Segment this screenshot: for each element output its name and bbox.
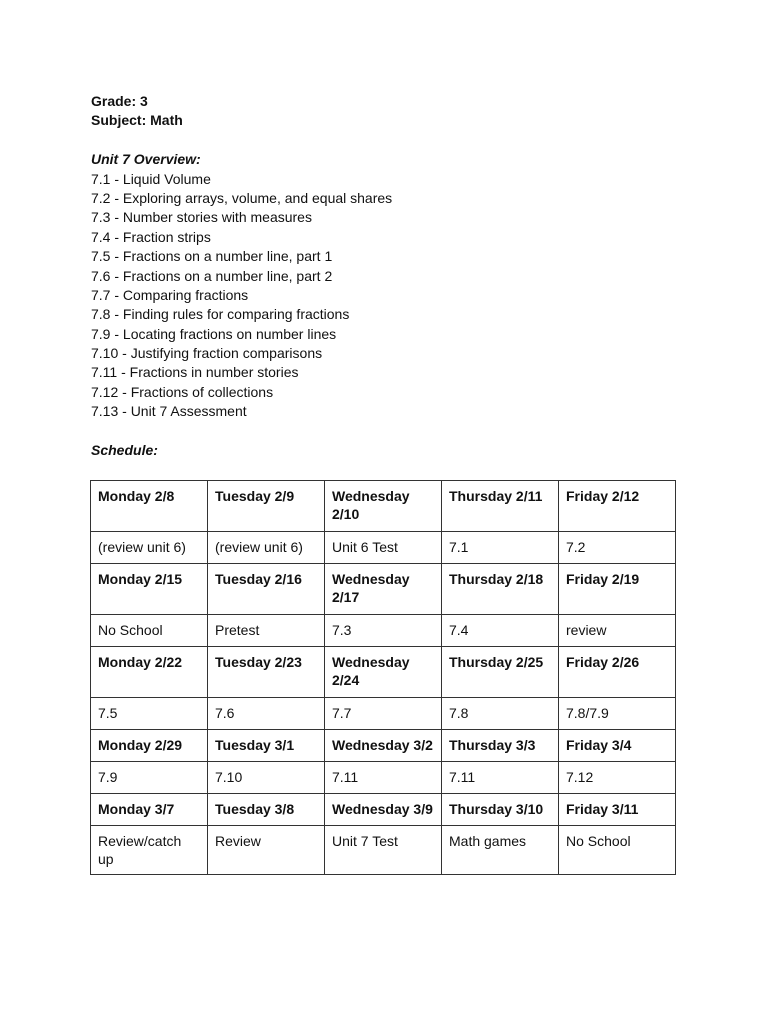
- day-cell: Tuesday 2/23: [208, 647, 325, 698]
- day-cell: Friday 2/12: [559, 481, 676, 532]
- schedule-activity-row: [91, 532, 676, 564]
- overview-item: 7.7 - Comparing fractions: [91, 286, 249, 303]
- overview-item: 7.12 - Fractions of collections: [91, 383, 274, 400]
- day-cell: Wednesday 3/9: [325, 794, 442, 826]
- grade-label: Grade: 3: [91, 93, 148, 109]
- overview-item: 7.8 - Finding rules for comparing fractions: [91, 306, 350, 323]
- spacer: [91, 131, 691, 150]
- overview-item: 7.6 - Fractions on a number line, part 2: [91, 267, 333, 284]
- schedule-activity-row: [91, 826, 676, 875]
- document-body: [91, 92, 691, 460]
- day-cell: Monday 2/8: [91, 481, 208, 532]
- activity-cell: 7.9: [91, 762, 208, 794]
- activity-cell: Unit 7 Test: [325, 826, 442, 875]
- schedule-day-row: [91, 481, 676, 532]
- activity-cell: Unit 6 Test: [325, 532, 442, 564]
- activity-cell: 7.8/7.9: [559, 698, 676, 730]
- schedule-activity-row: [91, 698, 676, 730]
- activity-cell: 7.5: [91, 698, 208, 730]
- day-cell: Tuesday 3/8: [208, 794, 325, 826]
- day-cell: Friday 3/11: [559, 794, 676, 826]
- activity-cell: Review/catch up: [91, 826, 208, 875]
- activity-cell: 7.11: [325, 762, 442, 794]
- day-cell: Tuesday 3/1: [208, 730, 325, 762]
- activity-cell: 7.12: [559, 762, 676, 794]
- activity-cell: 7.3: [325, 615, 442, 647]
- overview-item: 7.5 - Fractions on a number line, part 1: [91, 248, 333, 265]
- overview-item: 7.3 - Number stories with measures: [91, 209, 312, 226]
- day-cell: Tuesday 2/16: [208, 564, 325, 615]
- day-cell: Monday 2/29: [91, 730, 208, 762]
- activity-cell: 7.7: [325, 698, 442, 730]
- overview-list: [91, 170, 691, 422]
- schedule-day-row: [91, 564, 676, 615]
- day-cell: Thursday 3/3: [442, 730, 559, 762]
- activity-cell: No School: [559, 826, 676, 875]
- day-cell: Friday 2/26: [559, 647, 676, 698]
- day-cell: Thursday 3/10: [442, 794, 559, 826]
- activity-cell: review: [559, 615, 676, 647]
- day-cell: Monday 3/7: [91, 794, 208, 826]
- activity-cell: (review unit 6): [91, 532, 208, 564]
- spacer: [91, 422, 691, 441]
- activity-cell: 7.6: [208, 698, 325, 730]
- activity-cell: No School: [91, 615, 208, 647]
- day-cell: Wednesday 2/17: [325, 564, 442, 615]
- day-cell: Wednesday 2/24: [325, 647, 442, 698]
- schedule-day-row: [91, 647, 676, 698]
- day-cell: Wednesday 3/2: [325, 730, 442, 762]
- schedule-day-row: [91, 794, 676, 826]
- day-cell: Monday 2/15: [91, 564, 208, 615]
- day-cell: Wednesday 2/10: [325, 481, 442, 532]
- overview-item: 7.1 - Liquid Volume: [91, 170, 211, 187]
- day-cell: Monday 2/22: [91, 647, 208, 698]
- overview-item: 7.11 - Fractions in number stories: [91, 364, 299, 381]
- overview-item: 7.4 - Fraction strips: [91, 228, 211, 245]
- schedule-activity-row: [91, 762, 676, 794]
- overview-item: 7.9 - Locating fractions on number lines: [91, 325, 337, 342]
- day-cell: Thursday 2/25: [442, 647, 559, 698]
- day-cell: Friday 3/4: [559, 730, 676, 762]
- day-cell: Thursday 2/11: [442, 481, 559, 532]
- activity-cell: 7.10: [208, 762, 325, 794]
- activity-cell: (review unit 6): [208, 532, 325, 564]
- activity-cell: Review: [208, 826, 325, 875]
- day-cell: Tuesday 2/9: [208, 481, 325, 532]
- schedule-table: [90, 480, 676, 875]
- overview-item: 7.2 - Exploring arrays, volume, and equal shares: [91, 189, 393, 206]
- activity-cell: 7.1: [442, 532, 559, 564]
- overview-item: 7.13 - Unit 7 Assessment: [91, 403, 247, 420]
- overview-title: Unit 7 Overview:: [91, 151, 201, 168]
- activity-cell: 7.4: [442, 615, 559, 647]
- day-cell: Thursday 2/18: [442, 564, 559, 615]
- schedule-day-row: [91, 730, 676, 762]
- day-cell: Friday 2/19: [559, 564, 676, 615]
- activity-cell: Math games: [442, 826, 559, 875]
- activity-cell: Pretest: [208, 615, 325, 647]
- activity-cell: 7.8: [442, 698, 559, 730]
- activity-cell: 7.11: [442, 762, 559, 794]
- overview-item: 7.10 - Justifying fraction comparisons: [91, 345, 323, 362]
- activity-cell: 7.2: [559, 532, 676, 564]
- subject-label: Subject: Math: [91, 112, 183, 129]
- schedule-title: Schedule:: [91, 442, 158, 459]
- schedule-activity-row: [91, 615, 676, 647]
